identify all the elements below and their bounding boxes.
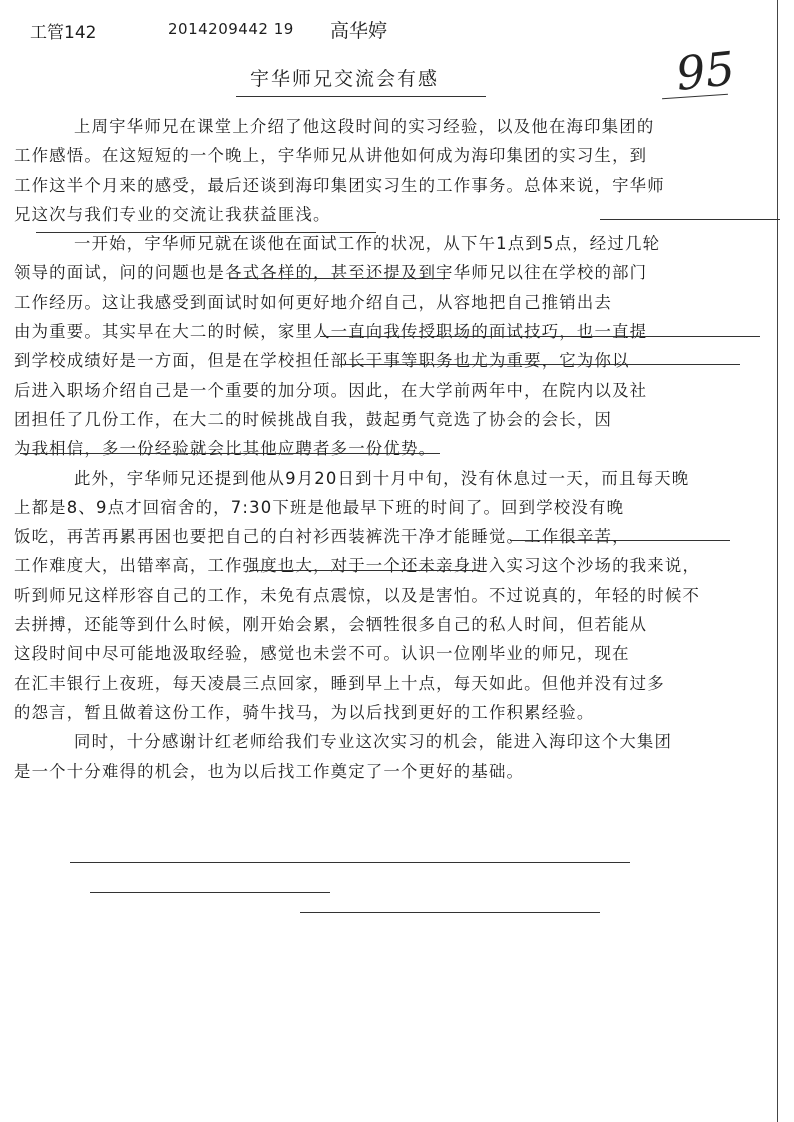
essay-line: 的怨言，暂且做着这份工作，骑牛找马，为以后找到更好的工作积累经验。 xyxy=(14,702,595,722)
pen-underline-mark xyxy=(510,540,730,541)
page-edge-rule xyxy=(777,0,778,1122)
essay-line: 为我相信，多一份经验就会比其他应聘者多一份优势。 xyxy=(14,439,437,459)
student-id: 2014209442 19 xyxy=(168,20,294,38)
essay-line: 工作这半个月来的感受，最后还谈到海印集团实习生的工作事务。总体来说，宇华师 xyxy=(14,175,665,195)
pen-underline-mark xyxy=(230,278,450,279)
essay-line: 这段时间中尽可能地汲取经验，感觉也未尝不可。认识一位刚毕业的师兄，现在 xyxy=(14,644,630,664)
essay-line: 兄这次与我们专业的交流让我获益匪浅。 xyxy=(14,204,331,224)
pen-underline-mark xyxy=(250,570,480,571)
essay-line: 此外，宇华师兄还提到他从9月20日到十月中旬，没有休息过一天，而且每天晚 xyxy=(74,468,690,488)
title-underline xyxy=(236,96,486,97)
pen-underline-mark xyxy=(320,336,760,337)
essay-line: 工作感悟。在这短短的一个晚上，宇华师兄从讲他如何成为海印集团的实习生，到 xyxy=(14,146,648,166)
essay-line: 上都是8、9点才回宿舍的，7:30下班是他最早下班的时间了。回到学校没有晚 xyxy=(14,497,625,517)
document-header xyxy=(0,12,794,44)
essay-line: 听到师兄这样形容自己的工作，未免有点震惊，以及是害怕。不过说真的，年轻的时候不 xyxy=(14,585,701,605)
essay-line: 由为重要。其实早在大二的时候，家里人一直向我传授职场的面试技巧，也一直提 xyxy=(14,322,648,342)
essay-line: 去拼搏，还能等到什么时候，刚开始会累，会牺牲很多自己的私人时间，但若能从 xyxy=(14,615,648,635)
essay-line: 工作经历。这让我感受到面试时如何更好地介绍自己，从容地把自己推销出去 xyxy=(14,292,613,312)
essay-line: 上周宇华师兄在课堂上介绍了他这段时间的实习经验，以及他在海印集团的 xyxy=(74,117,655,136)
essay-line: 同时，十分感谢计红老师给我们专业这次实习的机会，能进入海印这个大集团 xyxy=(74,732,673,752)
essay-body xyxy=(14,112,766,786)
pen-underline-mark xyxy=(340,364,740,365)
handwritten-score: 95 xyxy=(673,41,738,101)
class-name: 工管142 xyxy=(30,23,97,43)
pen-underline-mark xyxy=(600,219,780,220)
essay-line: 一开始，宇华师兄就在谈他在面试工作的状况，从下午1点到5点，经过几轮 xyxy=(74,234,661,254)
pen-underline-mark xyxy=(20,453,440,454)
student-name: 高华婷 xyxy=(330,20,388,42)
essay-line: 是一个十分难得的机会，也为以后找工作奠定了一个更好的基础。 xyxy=(14,761,525,781)
essay-line: 到学校成绩好是一方面，但是在学校担任部长干事等职务也尤为重要，它为你以 xyxy=(14,351,630,371)
essay-title: 宇华师兄交流会有感 xyxy=(250,68,440,90)
essay-line: 工作难度大，出错率高，工作强度也大，对于一个还未亲身进入实习这个沙场的我来说， xyxy=(14,556,701,576)
pen-underline-mark xyxy=(300,912,600,913)
essay-line: 领导的面试，问的问题也是各式各样的，甚至还提及到宇华师兄以往在学校的部门 xyxy=(14,263,648,283)
essay-line: 饭吃，再苦再累再困也要把自己的白衬衫西装裤洗干净才能睡觉。工作很辛苦， xyxy=(14,527,630,547)
essay-line: 在汇丰银行上夜班，每天凌晨三点回家，睡到早上十点，每天如此。但他并没有过多 xyxy=(14,673,665,693)
pen-underline-mark xyxy=(70,862,630,863)
pen-underline-mark xyxy=(36,232,376,233)
pen-underline-mark xyxy=(90,892,330,893)
essay-line: 团担任了几份工作，在大二的时候挑战自我，鼓起勇气竞选了协会的会长，因 xyxy=(14,409,613,429)
essay-line: 后进入职场介绍自己是一个重要的加分项。因此，在大学前两年中，在院内以及社 xyxy=(14,380,648,400)
